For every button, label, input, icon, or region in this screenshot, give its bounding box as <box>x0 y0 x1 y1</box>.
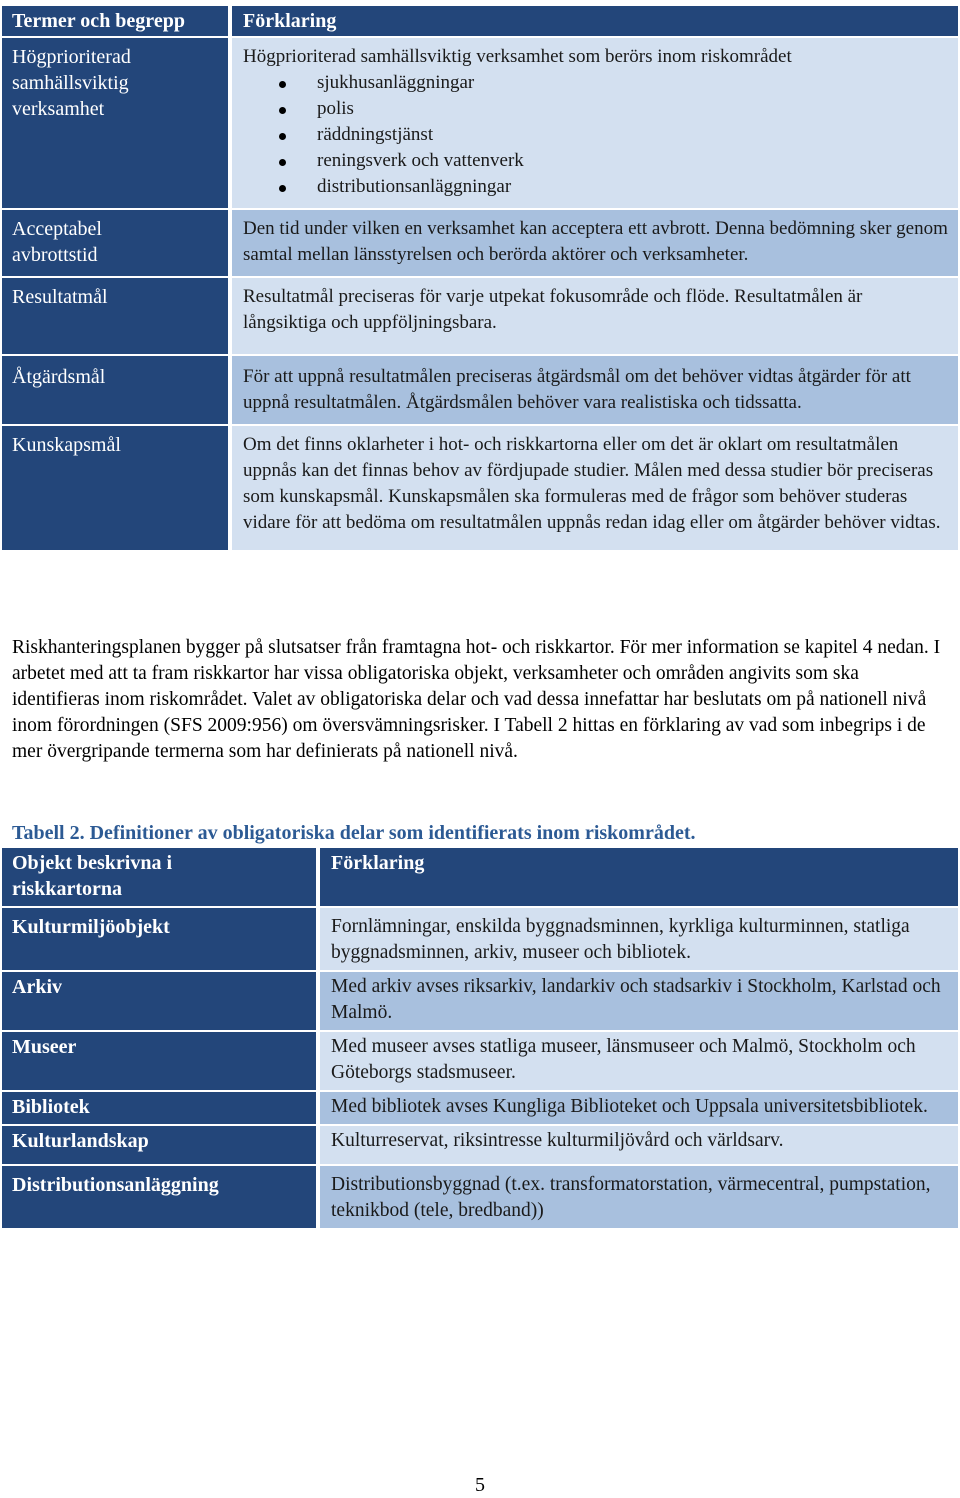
table-header-row <box>2 6 958 36</box>
explanation-cell <box>232 38 958 208</box>
term-cell: Resultatmål <box>2 278 228 354</box>
term-cell: Distributionsanläggning <box>2 1166 316 1228</box>
term-cell: Kulturmiljöobjekt <box>2 908 316 970</box>
table-row <box>2 970 958 1030</box>
term-cell: Museer <box>2 1032 316 1090</box>
table-row <box>2 208 958 276</box>
explanation-cell: Med arkiv avses riksarkiv, landarkiv och stadsarkiv i Stockholm, Karlstad och Malmö. <box>320 972 958 1030</box>
table-row <box>2 1030 958 1090</box>
explanation-cell: Resultatmål preciseras för varje utpekat fokusområde och flöde. Resultatmålen är långsiktiga och uppföljningsbara. <box>232 278 958 354</box>
explanation-cell: Fornlämningar, enskilda byggnadsminnen, kyrkliga kulturminnen, statliga byggnadsminnen, arkiv, museer och bibliotek. <box>320 908 958 970</box>
header-terms: Termer och begrepp <box>2 6 228 36</box>
page-number: 5 <box>475 1474 485 1496</box>
term-cell: Kunskapsmål <box>2 426 228 550</box>
bullet-list <box>243 70 948 200</box>
explanation-cell: För att uppnå resultatmålen preciseras åtgärdsmål om det behöver vidtas åtgärder för att uppnå resultatmålen. Åtgärdsmålen behöver vara realistiska och tidssatta. <box>232 356 958 424</box>
list-item: räddningstjänst <box>243 122 948 148</box>
term-cell: Åtgärdsmål <box>2 356 228 424</box>
table-row <box>2 424 958 550</box>
definitions-table-2 <box>2 848 958 1228</box>
explanation-cell: Den tid under vilken en verksamhet kan acceptera ett avbrott. Denna bedömning sker genom samtal mellan länsstyrelsen och berörda aktörer och verksamheter. <box>232 210 958 276</box>
explanation-cell: Med museer avses statliga museer, länsmuseer och Malmö, Stockholm och Göteborgs stadsmuseer. <box>320 1032 958 1090</box>
table-row <box>2 276 958 354</box>
table-row <box>2 906 958 970</box>
term-cell: Bibliotek <box>2 1092 316 1124</box>
term-cell: Högprioriterad samhällsviktig verksamhet <box>2 38 228 208</box>
list-item: reningsverk och vattenverk <box>243 148 948 174</box>
table-row <box>2 1090 958 1124</box>
header-explanation: Förklaring <box>320 848 958 906</box>
header-explanation: Förklaring <box>232 6 958 36</box>
list-item: distributionsanläggningar <box>243 174 948 200</box>
explanation-cell: Kulturreservat, riksintresse kulturmiljövård och världsarv. <box>320 1126 958 1164</box>
definitions-table-1 <box>2 6 958 550</box>
header-objects: Objekt beskrivna i riskkartorna <box>2 848 316 906</box>
explanation-intro: Högprioriterad samhällsviktig verksamhet som berörs inom riskområdet <box>243 46 792 67</box>
table-row <box>2 36 958 208</box>
body-paragraph: Riskhanteringsplanen bygger på slutsatser från framtagna hot- och riskkartor. För mer information se kapitel 4 nedan. I arbetet med att ta fram riskkartor har vissa obligatoriska objekt, verksamheter och områden angivits som ska identifieras inom riskområdet. Valet av obligatoriska delar och vad dessa innefattar har beslutats om på nationell nivå inom förordningen (SFS 2009:956) om översvämningsrisker. I Tabell 2 hittas en förklaring av vad som inbegrips i de mer övergripande termerna som har definierats på nationell nivå. <box>12 637 941 762</box>
explanation-cell: Med bibliotek avses Kungliga Biblioteket och Uppsala universitetsbibliotek. <box>320 1092 958 1124</box>
term-cell: Arkiv <box>2 972 316 1030</box>
table-header-row <box>2 848 958 906</box>
explanation-cell: Distributionsbyggnad (t.ex. transformatorstation, värmecentral, pumpstation, teknikbod (tele, bredband)) <box>320 1166 958 1228</box>
table-row <box>2 1164 958 1228</box>
table-row <box>2 354 958 424</box>
table-row <box>2 1124 958 1164</box>
explanation-cell: Om det finns oklarheter i hot- och riskkartorna eller om det är oklart om resultatmålen uppnås kan det finnas behov av fördjupade studier. Målen med dessa studier bör preciseras som kunskapsmål. Kunskapsmålen ska formuleras med de frågor som behöver studeras vidare för att bedöma om resultatmålen uppnås redan idag eller om åtgärder behöver vidtas. <box>232 426 958 550</box>
term-cell: Acceptabel avbrottstid <box>2 210 228 276</box>
list-item: polis <box>243 96 948 122</box>
term-cell: Kulturlandskap <box>2 1126 316 1164</box>
table-caption: Tabell 2. Definitioner av obligatoriska delar som identifierats inom riskområdet. <box>12 822 696 844</box>
list-item: sjukhusanläggningar <box>243 70 948 96</box>
